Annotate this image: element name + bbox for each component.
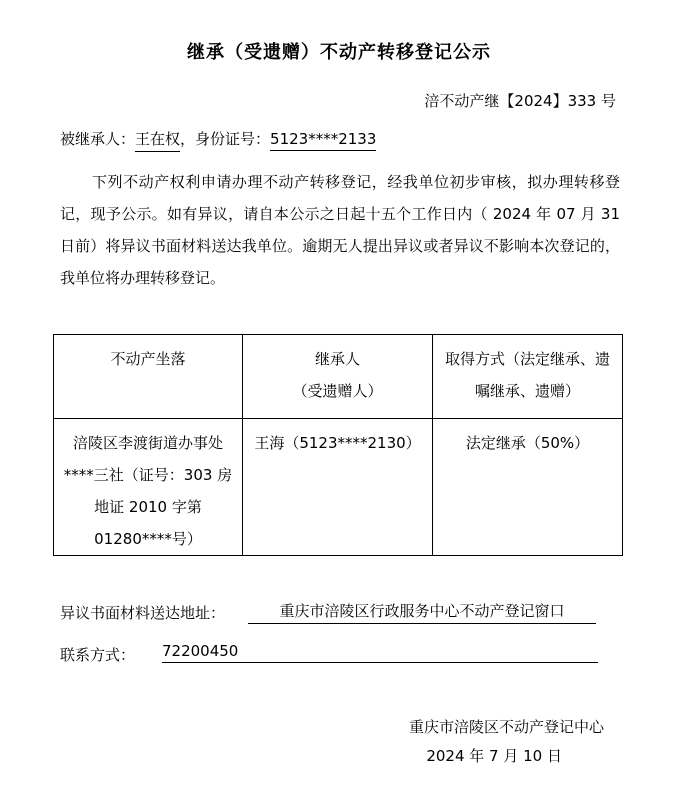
cell-location: 涪陵区李渡街道办事处****三社（证号：303 房地证 2010 字第 01280****号） bbox=[54, 419, 243, 556]
header-heir-line1: 继承人 bbox=[314, 350, 360, 368]
id-number: 5123****2133 bbox=[270, 130, 376, 151]
issue-date: 2024 年 7 月 10 日 bbox=[426, 747, 562, 765]
address-label: 异议书面材料送达地址： bbox=[60, 604, 226, 622]
notice-paragraph: 下列不动产权利申请办理不动产转移登记，经我单位初步审核，拟办理转移登记，现予公示。如有异议，请自本公示之日起十五个工作日内（ 2024 年 07 月 31 日前）将异议书面材料送达我单位。逾期无人提出异议或者异议不影响本次登记的，我单位将办理转移登记。 bbox=[60, 173, 620, 287]
contact-value: 72200450 bbox=[162, 642, 598, 663]
decedent-label: 被继承人： bbox=[60, 130, 136, 148]
issuer-name: 重庆市涪陵区不动产登记中心 bbox=[408, 718, 604, 736]
cell-method: 法定继承（50%） bbox=[433, 419, 623, 556]
header-heir-line2: （受遗赠人） bbox=[292, 382, 383, 400]
decedent-name: 王在权 bbox=[135, 128, 180, 152]
table-row bbox=[54, 419, 623, 556]
decedent-line bbox=[60, 128, 376, 152]
property-table bbox=[53, 334, 623, 556]
contact-label: 联系方式： bbox=[60, 646, 136, 664]
header-heir bbox=[243, 335, 433, 419]
cell-heir: 王海（5123****2130） bbox=[243, 419, 433, 556]
document-number: 涪不动产继【2024】333 号 bbox=[424, 92, 616, 110]
table-header-row bbox=[54, 335, 623, 419]
id-label: ，身份证号： bbox=[180, 130, 271, 148]
header-method: 取得方式（法定继承、遗嘱继承、遗赠） bbox=[433, 335, 623, 419]
address-value: 重庆市涪陵区行政服务中心不动产登记窗口 bbox=[248, 600, 596, 624]
page-title: 继承（受遗赠）不动产转移登记公示 bbox=[187, 42, 491, 63]
header-location: 不动产坐落 bbox=[54, 335, 243, 419]
